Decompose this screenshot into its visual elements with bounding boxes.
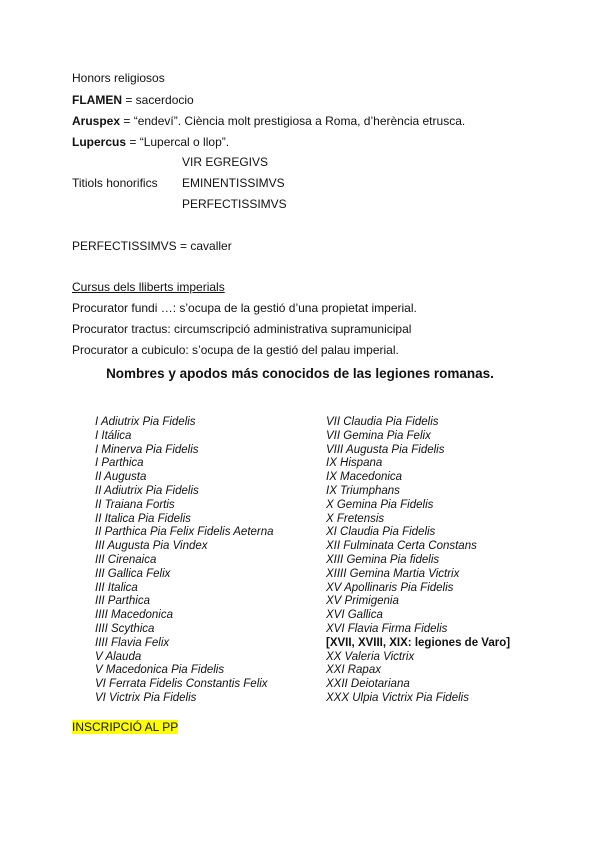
title-eminentissimus: EMINENTISSIMVS <box>182 176 285 190</box>
titols-label: Titiols honorifics <box>72 176 158 190</box>
section-heading: Honors religiosos <box>72 71 165 85</box>
aruspex-line <box>72 114 465 129</box>
lupercus-definition: = “Lupercal o llop”. <box>126 135 230 149</box>
procurator-cubiculo: Procurator a cubiculo: s’ocupa de la gestió del palau imperial. <box>72 343 399 357</box>
legion-item: XIIII Gemina Martia Victrix <box>326 567 460 580</box>
legion-item: IX Macedonica <box>326 471 403 484</box>
flamen-line <box>72 93 194 108</box>
legion-item: VII Claudia Pia Fidelis <box>326 416 439 428</box>
legion-item: X Fretensis <box>326 512 385 525</box>
legion-item: IIII Macedonica <box>95 609 173 622</box>
lupercus-line <box>72 135 229 150</box>
legion-item: XXI Rapax <box>326 664 381 677</box>
legion-item: XXII Deiotariana <box>326 678 410 691</box>
legion-item: XX Valeria Victrix <box>326 650 415 663</box>
legion-item: VI Ferrata Fidelis Constantis Felix <box>95 678 268 691</box>
flamen-definition: = sacerdocio <box>122 93 194 107</box>
legion-item: II Adiutrix Pia Fidelis <box>95 484 199 497</box>
flamen-term: FLAMEN <box>72 93 122 107</box>
legion-item: X Gemina Pia Fidelis <box>326 498 434 511</box>
legion-item: II Parthica Pia Felix Fidelis Aeterna <box>95 526 274 539</box>
legion-item: II Italica Pia Fidelis <box>95 512 191 525</box>
legion-item: VI Victrix Pia Fidelis <box>95 691 197 704</box>
cursus-heading: Cursus dels lliberts imperials <box>72 280 225 294</box>
legion-item: XV Primigenia <box>326 595 399 608</box>
legion-item: VIII Augusta Pia Fidelis <box>326 443 445 456</box>
aruspex-term: Aruspex <box>72 114 121 128</box>
aruspex-definition: = “endeví”. Ciència molt prestigiosa a Roma, d’herència etrusca. <box>120 114 466 128</box>
legion-item: III Gallica Felix <box>95 567 171 580</box>
title-vir-egregius: VIR EGREGIVS <box>182 155 269 169</box>
legion-item: IX Hispana <box>326 457 383 470</box>
legion-item: XVI Gallica <box>326 609 383 622</box>
highlighted-text: INSCRIPCIÓ AL PP <box>72 720 179 734</box>
perfectissimus-definition: PERFECTISSIMVS = cavaller <box>72 239 232 253</box>
legions-left-column <box>95 416 274 706</box>
legion-item: IIII Flavia Felix <box>95 636 170 649</box>
legion-item: IX Triumphans <box>326 484 400 497</box>
legion-item: III Cirenaica <box>95 553 157 566</box>
legion-item: II Traiana Fortis <box>95 498 175 511</box>
legions-title: Nombres y apodos más conocidos de las legiones romanas. <box>106 366 494 381</box>
legion-item: XXX Ulpia Victrix Pia Fidelis <box>326 691 469 704</box>
procurator-fundi: Procurator fundi …: s’ocupa de la gestió d’una propietat imperial. <box>72 301 417 315</box>
legion-item: I Itálica <box>95 429 132 442</box>
legion-item: XII Fulminata Certa Constans <box>326 540 477 553</box>
legion-item: XVI Flavia Firma Fidelis <box>326 622 448 635</box>
legion-item: XI Claudia Pia Fidelis <box>326 526 436 539</box>
legion-item: I Parthica <box>95 457 144 470</box>
legions-right-column <box>326 416 510 706</box>
legion-item: III Italica <box>95 581 138 594</box>
legion-item: II Augusta <box>95 471 147 484</box>
legion-item: I Adiutrix Pia Fidelis <box>95 416 196 428</box>
inscription-highlight <box>72 720 178 735</box>
legion-item: III Augusta Pia Vindex <box>95 540 208 553</box>
procurator-tractus: Procurator tractus: circumscripció administrativa supramunicipal <box>72 322 412 336</box>
legion-item: V Macedonica Pia Fidelis <box>95 664 225 677</box>
legion-item: [XVII, XVIII, XIX: legiones de Varo] <box>326 636 511 649</box>
legion-item: I Minerva Pia Fidelis <box>95 443 199 456</box>
legion-item: III Parthica <box>95 595 150 608</box>
title-perfectissimus: PERFECTISSIMVS <box>182 197 287 211</box>
legion-item: VII Gemina Pia Felix <box>326 429 431 442</box>
legion-item: XIII Gemina Pia fidelis <box>326 553 440 566</box>
legion-item: IIII Scythica <box>95 622 155 635</box>
legion-item: XV Apollinaris Pia Fidelis <box>326 581 454 594</box>
legion-item: V Alauda <box>95 650 142 663</box>
lupercus-term: Lupercus <box>72 135 127 149</box>
